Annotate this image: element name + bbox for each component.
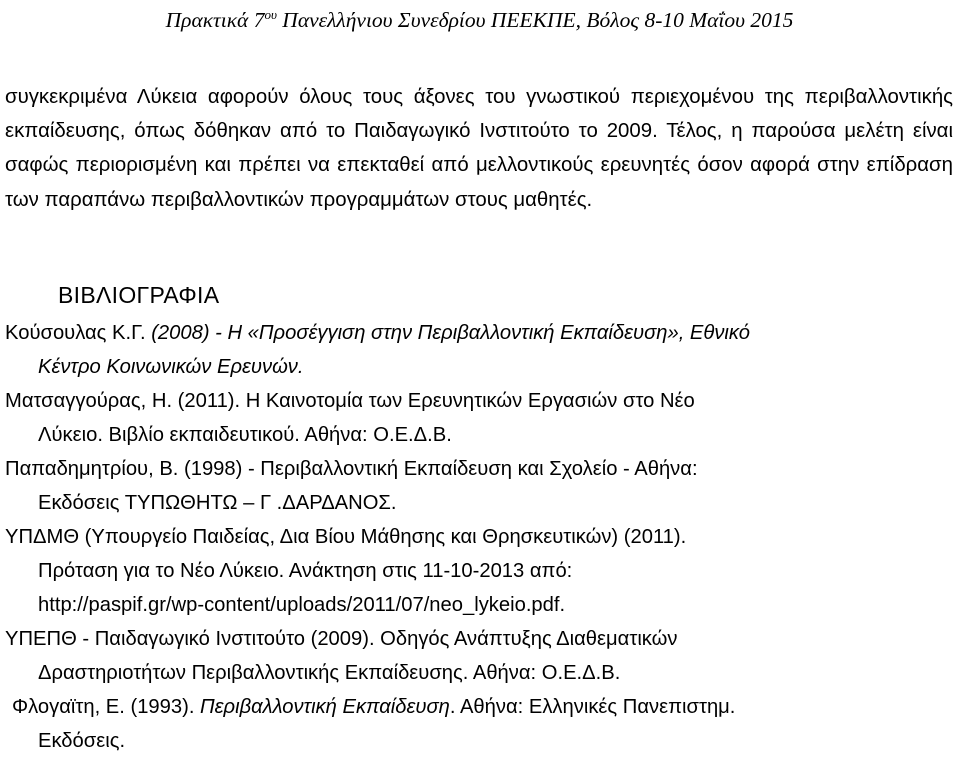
- header-prefix: Πρακτικά 7: [165, 8, 265, 33]
- reference-continuation: Λύκειο. Βιβλίο εκπαιδευτικού. Αθήνα: Ο.Ε.Δ.Β.: [38, 424, 452, 446]
- reference-line: ΥΠΕΠΘ - Παιδαγωγικό Ινστιτούτο (2009). Οδηγός Ανάπτυξης Διαθεματικών: [5, 628, 678, 650]
- header-suffix: Πανελλήνιου Συνεδρίου ΠΕΕΚΠΕ, Βόλος 8-10 Μαΐου 2015: [276, 8, 794, 33]
- reference-line: [0, 316, 959, 350]
- reference-author: Φλογαϊτη, Ε. (1993).: [12, 696, 201, 718]
- reference-line: Παπαδημητρίου, Β. (1998) - Περιβαλλοντική Εκπαίδευση και Σχολείο - Αθήνα:: [5, 458, 698, 480]
- reference-publisher: . Αθήνα: Ελληνικές Πανεπιστημ.: [449, 696, 736, 718]
- reference-url: http://paspif.gr/wp-content/uploads/2011/07/neo_lykeio.pdf.: [38, 594, 566, 616]
- reference-continuation: Πρόταση για το Νέο Λύκειο. Ανάκτηση στις 11-10-2013 από:: [38, 560, 573, 582]
- reference-author: Κούσουλας Κ.Γ.: [5, 322, 152, 344]
- bibliography-title: ΒΙΒΛΙΟΓΡΑΦΙΑ: [58, 282, 220, 308]
- reference-line: Ματσαγγούρας, Η. (2011). Η Καινοτομία των Ερευνητικών Εργασιών στο Νέο: [5, 390, 695, 412]
- reference-continuation: Δραστηριοτήτων Περιβαλλοντικής Εκπαίδευσης. Αθήνα: Ο.Ε.Δ.Β.: [38, 662, 621, 684]
- header-ordinal-superscript: ου: [264, 7, 277, 22]
- reference-continuation: Εκδόσεις.: [38, 730, 126, 752]
- reference-title: Περιβαλλοντική Εκπαίδευση: [200, 696, 450, 718]
- reference-item-kousoulas: [0, 316, 959, 384]
- page-header: [0, 2, 959, 33]
- reference-item-ypdmth: [0, 520, 959, 622]
- reference-line: [0, 690, 959, 724]
- reference-continuation: Κέντρο Κοινωνικών Ερευνών.: [38, 356, 304, 378]
- body-paragraph: συγκεκριμένα Λύκεια αφορούν όλους τους άξονες του γνωστικού περιεχομένου της περιβαλλοντικής εκπαίδευσης, όπως δόθηκαν από το Παιδαγωγικό Ινστιτούτο το 2009. Τέλος, η παρούσα μελέτη είναι σαφώς περιορισμένη και πρέπει να επεκταθεί από μελλοντικούς ερευνητές όσον αφορά στην επίδραση των παραπάνω περιβαλλοντικών προγραμμάτων στους μαθητές.: [5, 86, 953, 211]
- reference-continuation: Εκδόσεις ΤΥΠΩΘΗΤΩ – Γ .ΔΑΡΔΑΝΟΣ.: [38, 492, 397, 514]
- reference-title: (2008) - Η «Προσέγγιση στην Περιβαλλοντική Εκπαίδευση», Εθνικό: [151, 322, 750, 344]
- reference-item-flogaiti: [0, 690, 959, 758]
- reference-item-matsaggouras: [0, 384, 959, 452]
- reference-line: ΥΠΔΜΘ (Υπουργείο Παιδείας, Δια Βίου Μάθησης και Θρησκευτικών) (2011).: [5, 526, 687, 548]
- reference-item-papadimitriou: [0, 452, 959, 520]
- reference-item-ypepth: [0, 622, 959, 690]
- reference-list: [0, 316, 959, 758]
